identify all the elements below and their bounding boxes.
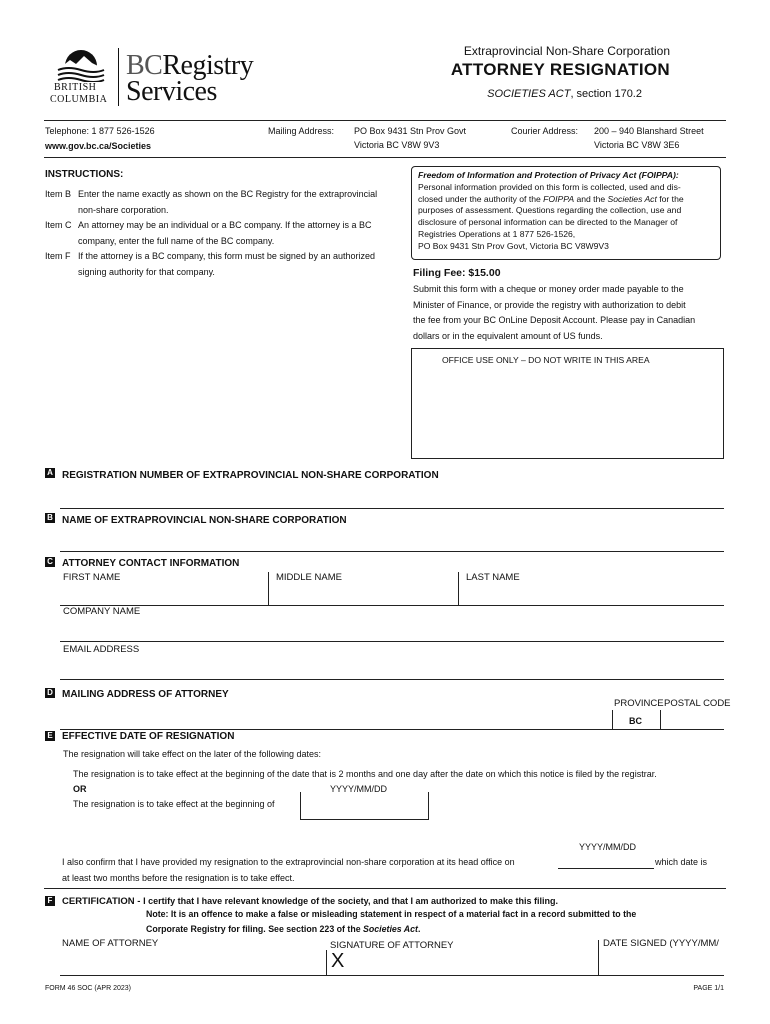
date-box-right (428, 792, 429, 819)
company-name-label: COMPANY NAME (63, 606, 141, 617)
logo-bc: BC (126, 50, 163, 81)
cert-note-2: Corporate Registry for filing. See section 223 of the Societies Act. (146, 924, 421, 934)
section-b-title: NAME OF EXTRAPROVINCIAL NON-SHARE CORPORATION (62, 515, 347, 526)
first-name-field[interactable] (60, 584, 267, 604)
item-text: Enter the name exactly as shown on the BC Registry for the extraprovincial (78, 189, 378, 199)
act-section: , section 170.2 (570, 88, 642, 100)
postal-code-field[interactable] (661, 710, 724, 728)
signature-divider-left (326, 950, 327, 975)
filing-fee-heading: Filing Fee: $15.00 (413, 267, 501, 279)
email-field[interactable] (60, 656, 724, 678)
bc-logo (48, 44, 258, 108)
logo-british: BRITISH (54, 82, 97, 93)
section-e-badge: E (45, 731, 55, 741)
item-cont: company, enter the full name of the BC company. (78, 236, 275, 246)
last-name-field[interactable] (459, 584, 724, 604)
cert-note-1: Note: It is an offence to make a false or misleading statement in respect of a material fact in a record submitted to the (146, 909, 637, 919)
effective-or: OR (73, 784, 87, 794)
province-value: BC (629, 716, 642, 726)
signature-divider-right (598, 940, 599, 975)
act-name: SOCIETIES ACT (487, 88, 571, 100)
office-use-box (411, 348, 724, 459)
foippa-line3: purposes of assessment. Questions regarding the collection, use and (418, 205, 682, 216)
mailing-line2: Victoria BC V8W 9V3 (354, 140, 440, 150)
postal-code-label: POSTAL CODE (664, 698, 731, 709)
company-name-field[interactable] (60, 618, 724, 640)
section-d-badge: D (45, 688, 55, 698)
foippa-line6: PO Box 9431 Stn Prov Govt, Victoria BC V8W9V3 (418, 240, 609, 251)
mailing-label: Mailing Address: (268, 126, 335, 136)
form-subtitle: Extraprovincial Non-Share Corporation (463, 44, 670, 58)
signature-label: SIGNATURE OF ATTORNEY (330, 940, 454, 951)
section-b-rule (60, 551, 724, 552)
date-format-2: YYYY/MM/DD (579, 842, 637, 852)
certification-text (62, 896, 558, 907)
mailing-address-field[interactable] (60, 702, 610, 724)
foippa-box (411, 166, 721, 260)
effective-option1: The resignation is to take effect at the beginning of the date that is 2 months and one day after the date on which this notice is filed by the registrar. (73, 769, 657, 779)
logo-columbia: COLUMBIA (50, 94, 108, 105)
foippa-line4: disclosure of personal information can be directed to the Manager of (418, 217, 678, 228)
section-f-rule (60, 975, 724, 976)
instruction-item-c (45, 217, 405, 249)
corporation-name-field[interactable] (60, 528, 724, 550)
cert-statement: I certify that I have relevant knowledge of the society, and that I am authorized to make this filing. (143, 896, 559, 906)
confirm-line1: I also confirm that I have provided my resignation to the extraprovincial non-share corporation at its head office on (62, 857, 515, 867)
telephone: Telephone: 1 877 526-1526 (45, 126, 155, 136)
province-label: PROVINCE (614, 698, 664, 709)
effective-option2: The resignation is to take effect at the beginning of (73, 799, 275, 809)
foippa-line1: Personal information provided on this form is collected, used and dis- (418, 181, 681, 192)
item-text: An attorney may be an individual or a BC company. If the attorney is a BC (78, 220, 372, 230)
contact-rule (44, 157, 726, 158)
first-name-label: FIRST NAME (63, 572, 121, 583)
name-divider-1 (268, 572, 269, 605)
page-number: PAGE 1/1 (693, 985, 724, 992)
name-divider-2 (458, 572, 459, 605)
section-e-rule (44, 888, 726, 889)
section-a-rule (60, 508, 724, 509)
section-c-title: ATTORNEY CONTACT INFORMATION (62, 558, 240, 569)
instruction-item-f (45, 248, 405, 280)
middle-name-field[interactable] (269, 584, 457, 604)
confirm-line2: at least two months before the resignation is to take effect. (62, 873, 295, 883)
section-d-rule (60, 729, 724, 730)
item-tag: Item C (45, 220, 72, 230)
last-name-label: LAST NAME (466, 572, 520, 583)
signature-field[interactable] (327, 952, 595, 974)
section-a-title: REGISTRATION NUMBER OF EXTRAPROVINCIAL NON-SHARE CORPORATION (62, 470, 439, 481)
courier-label: Courier Address: (511, 126, 579, 136)
registration-number-field[interactable] (60, 483, 724, 507)
section-c-badge: C (45, 557, 55, 567)
attorney-name-field[interactable] (60, 952, 324, 974)
date-format-1: YYYY/MM/DD (330, 784, 388, 794)
logo-services: Services (126, 76, 217, 107)
name-rule (60, 605, 724, 606)
courier-line2: Victoria BC V8W 3E6 (594, 140, 680, 150)
logo-divider (118, 48, 119, 106)
date-box-bottom (300, 819, 429, 820)
province-divider-left (612, 710, 613, 729)
company-rule (60, 641, 724, 642)
email-label: EMAIL ADDRESS (63, 644, 140, 655)
website-link[interactable]: www.gov.bc.ca/Societies (45, 141, 152, 151)
foippa-heading: Freedom of Information and Protection of Privacy Act (FOIPPA): (418, 170, 679, 180)
head-office-date-rule (558, 868, 654, 869)
courier-line1: 200 – 940 Blanshard Street (594, 126, 704, 136)
item-tag: Item F (45, 251, 71, 261)
instruction-item-b (45, 186, 405, 218)
province-divider-right (660, 710, 661, 729)
effective-intro: The resignation will take effect on the later of the following dates: (63, 749, 321, 759)
date-signed-field[interactable] (600, 952, 724, 974)
office-use-label: OFFICE USE ONLY – DO NOT WRITE IN THIS AREA (442, 355, 650, 365)
sun-mountain-icon (56, 48, 106, 82)
item-cont: signing authority for that company. (78, 267, 215, 277)
signature-x: X (331, 950, 345, 972)
item-cont: non-share corporation. (78, 205, 169, 215)
section-f-title: CERTIFICATION - (62, 896, 144, 907)
item-text: If the attorney is a BC company, this form must be signed by an authorized (78, 251, 375, 261)
section-d-title: MAILING ADDRESS OF ATTORNEY (62, 689, 229, 700)
logo-registry-word: Registry (162, 50, 254, 81)
effective-date-field[interactable] (301, 792, 428, 818)
section-b-badge: B (45, 513, 55, 523)
form-number: FORM 46 SOC (APR 2023) (45, 985, 131, 992)
section-f-badge: F (45, 896, 55, 906)
date-signed-label: DATE SIGNED (YYYY/MM/ (603, 938, 719, 949)
mailing-line1: PO Box 9431 Stn Prov Govt (354, 126, 467, 136)
form-title: ATTORNEY RESIGNATION (450, 60, 670, 79)
email-rule (60, 679, 724, 680)
middle-name-label: MIDDLE NAME (276, 572, 342, 583)
act-reference (487, 88, 642, 100)
foippa-line2: closed under the authority of the FOIPPA and the Societies Act for the (418, 193, 684, 204)
item-tag: Item B (45, 189, 72, 199)
filing-fee-text: Submit this form with a cheque or money order made payable to the Minister of Finance, or provide the registry with authorization to debit the fee from your BC OnLine Deposit Account. Please pay in Canadian dollars or in the equivalent amount of US funds. (413, 284, 696, 341)
confirm-end: which date is (655, 857, 708, 867)
header-rule (44, 120, 726, 121)
section-e-title: EFFECTIVE DATE OF RESIGNATION (62, 731, 235, 742)
section-a-badge: A (45, 468, 55, 478)
date-box-left (300, 792, 301, 819)
instructions-heading: INSTRUCTIONS: (45, 169, 124, 180)
attorney-name-label: NAME OF ATTORNEY (62, 938, 159, 949)
foippa-line5: Registries Operations at 1 877 526-1526, (418, 228, 576, 239)
head-office-date-field[interactable] (558, 854, 654, 868)
